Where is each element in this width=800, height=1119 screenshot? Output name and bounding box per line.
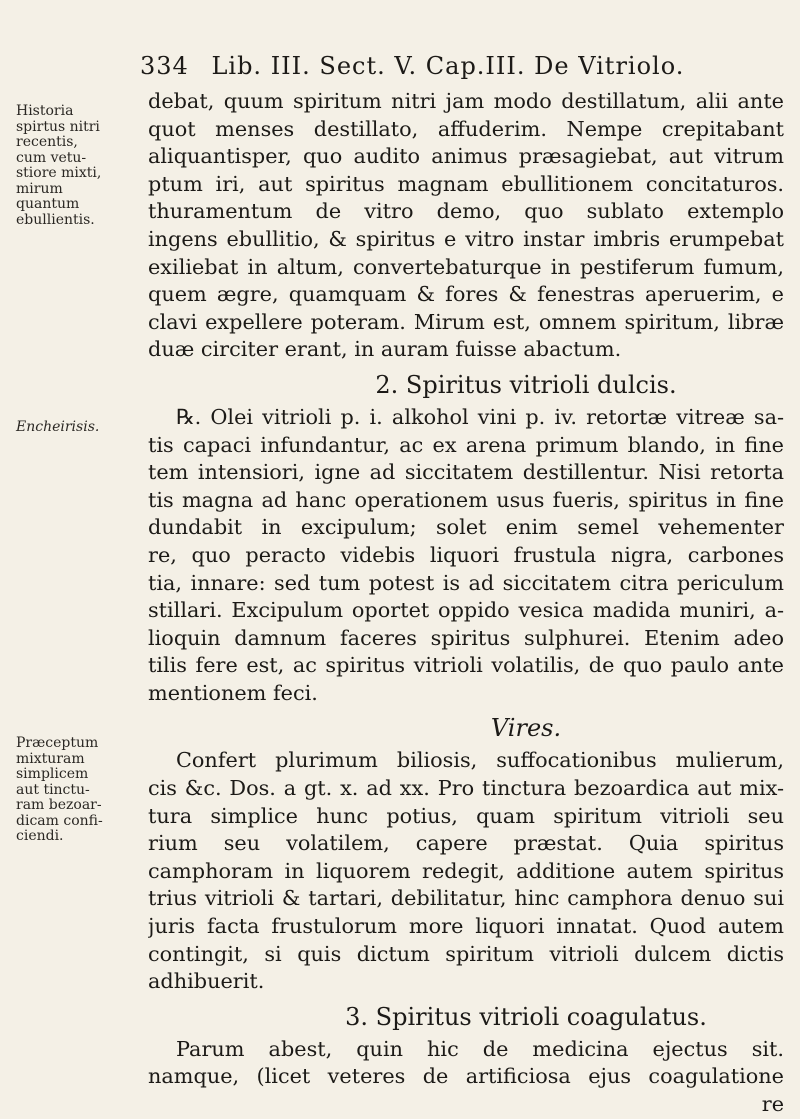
running-header [140,52,740,80]
text-line: tis magna ad hanc operationem usus fueris, spiritus in fine [148,487,784,512]
margin-note-line: simplicem [16,766,89,782]
text-line: adhibuerit. [148,969,265,994]
section-heading-2: 2. Spiritus vitrioli dulcis. [375,370,677,399]
text-line: quot menses destillato, affuderim. Nempe crepitabant [148,116,784,141]
margin-note-line: ram bezoar- [16,797,102,813]
margin-note-line: mixturam [16,750,85,767]
margin-note-line: Encheirisis. [16,419,100,435]
main-text [148,88,784,1119]
margin-note-line: dicam confi- [16,812,103,829]
text-line: tis capaci infundantur, ac ex arena primum blando, in fine [148,432,784,457]
text-line: debat, quum spiritum nitri jam modo destillatum, alii ante [148,89,784,113]
text-line: re, quo peracto videbis liquori frustula nigra, carbones [148,542,784,567]
text-line: camphoram in liquorem redegit, additione autem spiritus [148,858,784,883]
text-line: Confert plurimum biliosis, suffocationibus mulierum, [176,748,784,773]
running-title: Lib. III. Sect. V. Cap.III. De Vitriolo. [211,52,685,80]
paragraph-4 [148,1036,784,1119]
margin-note-line: spirtus nitri [16,118,100,135]
paragraph-3 [148,747,784,995]
paragraph-2 [148,404,784,708]
text-line: tem intensiori, igne ad siccitatem destillentur. Nisi retorta [148,460,784,485]
text-line: dundabit in excipulum; solet enim semel vehementer [148,515,784,540]
margin-note-line: recentis, [16,134,78,150]
text-line: exiliebat in altum, convertebaturque in pestiferum fumum, [148,254,784,279]
margin-note-line: Historia [16,103,74,119]
margin-note-line: quantum [16,196,80,212]
text-line: trius vitrioli & tartari, debilitatur, hinc camphora denuo sui [148,886,784,911]
text-line: namque, (licet veteres de artificiosa ejus coagulatione [148,1064,784,1089]
text-line: ptum iri, aut spiritus magnam ebullitionem concitaturos. [148,171,784,196]
text-line: mentionem feci. [148,680,318,705]
margin-note-historia [16,104,140,228]
margin-note-line: mirum [16,180,63,197]
margin-note-line: cum vetu- [16,149,87,166]
text-line: aliquantisper, quo audito animus præsagiebat, aut vitrum [148,144,784,169]
text-line: quem ægre, quamquam & fores & fenestras aperuerim, e [148,282,784,307]
text-line: tilis fere est, ac spiritus vitrioli volatilis, de quo paulo ante [148,653,784,678]
text-line: tura simplice hunc potius, quam spiritum vitrioli seu [148,803,784,828]
margin-note-line: ciendi. [16,828,64,844]
section-heading-3: 3. Spiritus vitrioli coagulatus. [345,1002,707,1031]
catchword: re [761,1092,784,1116]
text-line: ingens ebullitio, & spiritus e vitro instar imbris erumpebat [148,226,784,251]
text-line: tia, innare: sed tum potest is ad siccitatem citra periculum [148,570,784,595]
text-line: thuramentum de vitro demo, quo sublato extemplo [148,199,784,224]
margin-note-encheirisis [16,420,140,436]
vires-heading: Vires. [490,714,562,743]
text-line: Parum abest, quin hic de medicina ejectus sit. [176,1036,784,1061]
text-line: cis &c. Dos. a gt. x. ad xx. Pro tinctura bezoardica aut mix- [148,776,784,801]
margin-note-line: Præceptum [16,735,99,751]
text-line: lioquin damnum faceres spiritus sulphurei. Etenim adeo [148,625,784,650]
margin-note-praeceptum [16,736,140,845]
text-line: stillari. Excipulum oportet oppido vesica madida muniri, a- [148,598,784,623]
margin-note-line: ebullientis. [16,211,95,228]
text-line: ℞. Olei vitrioli p. i. alkohol vini p. iv. retortæ vitreæ sa- [176,404,784,429]
page-number: 334 [140,52,189,80]
margin-note-line: aut tinctu- [16,781,90,798]
text-line: rium seu volatilem, capere præstat. Quia spiritus [148,831,784,856]
margin-note-line: stiore mixti, [16,165,102,181]
text-line: contingit, si quis dictum spiritum vitrioli dulcem dictis [148,941,784,966]
text-line: clavi expellere poteram. Mirum est, omnem spiritum, libræ [148,309,784,334]
paragraph-1 [148,88,784,364]
text-line: duæ circiter erant, in auram fuisse abactum. [148,337,622,362]
text-line: juris facta frustulorum more liquori innatat. Quod autem [148,914,784,939]
